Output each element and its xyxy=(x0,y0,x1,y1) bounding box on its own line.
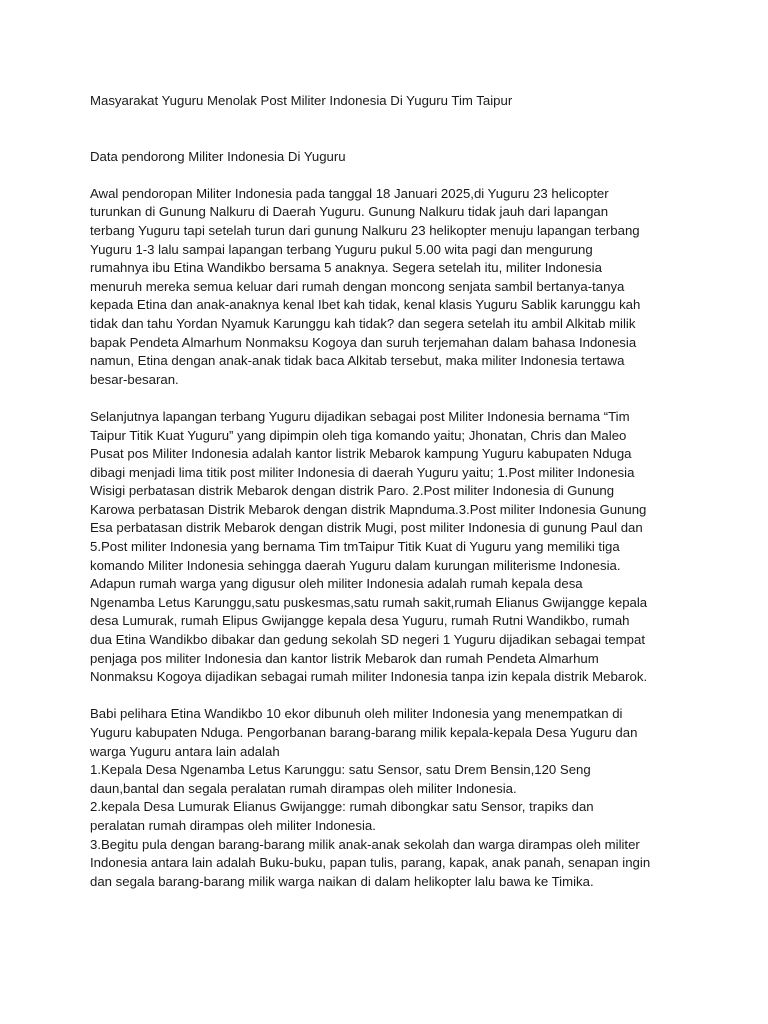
text-line: kepada Etina dan anak-anaknya kenal Ibet kah tidak, kenal klasis Yuguru Sablik karunggu kah xyxy=(90,297,641,313)
text-line: Awal pendoropan Militer Indonesia pada tanggal 18 Januari 2025,di Yuguru 23 helicopter xyxy=(90,185,609,201)
text-line: Indonesia antara lain adalah Buku-buku, papan tulis, parang, kapak, anak panah, senapan ingin xyxy=(90,855,651,871)
section-heading: Data pendorong Militer Indonesia Di Yuguru xyxy=(90,148,346,164)
text-line: besar-besaran. xyxy=(90,371,179,387)
text-line: 5.Post militer Indonesia yang bernama Tim tmTaipur Titik Kuat di Yuguru yang memiliki tiga xyxy=(90,539,620,555)
text-line: peralatan rumah dirampas oleh militer Indonesia. xyxy=(90,817,376,833)
text-line: daun,bantal dan segala peralatan rumah dirampas oleh militer Indonesia. xyxy=(90,780,517,796)
text-line: terbang Yuguru tapi setelah turun dari gunung Nalkuru 23 helikopter menuju lapangan terbang xyxy=(90,222,640,238)
text-line: Karowa perbatasan Distrik Mebarok dengan distrik Mapnduma.3.Post militer Indonesia Gunung xyxy=(90,501,647,517)
document-title: Masyarakat Yuguru Menolak Post Militer Indonesia Di Yuguru Tim Taipur xyxy=(90,93,513,108)
text-line: dua Etina Wandikbo dibakar dan gedung sekolah SD negeri 1 Yuguru dijadikan sebagai tempat xyxy=(90,632,645,648)
text-line: komando Militer Indonesia sehingga daerah Yuguru dalam kurungan militerisme Indonesia. xyxy=(90,557,621,573)
text-line: warga Yuguru antara lain adalah xyxy=(90,743,280,759)
paragraph-text xyxy=(90,705,680,891)
text-line: desa Lumurak, rumah Elipus Gwijangge kepala desa Yuguru, rumah Rutni Wandikbo, rumah xyxy=(90,613,630,629)
text-line: Selanjutnya lapangan terbang Yuguru dijadikan sebagai post Militer Indonesia bernama “Tim xyxy=(90,408,630,424)
text-line: namun, Etina dengan anak-anak tidak baca Alkitab tersebut, maka militer Indonesia tertawa xyxy=(90,353,625,369)
text-line: Nonmaksu Kogoya dijadikan sebagai rumah militer Indonesia tanpa izin kepala distrik Mebarok. xyxy=(90,669,648,685)
text-line: 3.Begitu pula dengan barang-barang milik anak-anak sekolah dan warga dirampas oleh militer xyxy=(90,836,640,852)
paragraph xyxy=(90,408,680,687)
text-line: Ngenamba Letus Karunggu,satu puskesmas,satu rumah sakit,rumah Elianus Gwijangge kepala xyxy=(90,594,648,610)
text-line: Yuguru kabupaten Nduga. Pengorbanan barang-barang milik kepala-kepala Desa Yuguru dan xyxy=(90,725,638,740)
text-line: dibagi menjadi lima titik post militer Indonesia di daerah Yuguru yaitu; 1.Post militer Indonesia xyxy=(90,464,635,480)
text-line: Taipur Titik Kuat Yuguru” yang dipimpin oleh tiga komando yaitu; Jhonatan, Chris dan Maleo xyxy=(90,427,627,443)
paragraph xyxy=(90,705,680,891)
text-line: menuruh mereka semua keluar dari rumah dengan moncong senjata sambil bertanya-tanya xyxy=(90,278,625,294)
text-line: dan segala barang-barang milik warga naikan di dalam helikopter lalu bawa ke Timika. xyxy=(90,873,594,889)
text-line: penjaga pos militer Indonesia dan kantor listrik Mebarok dan rumah Pendeta Almarhum xyxy=(90,650,599,666)
text-line: Adapun rumah warga yang digusur oleh militer Indonesia adalah rumah kepala desa xyxy=(90,576,583,592)
text-line: Pusat pos Militer Indonesia adalah kantor listrik Mebarok kampung Yuguru kabupaten Nduga xyxy=(90,446,632,462)
paragraph xyxy=(90,185,680,390)
text-line: bapak Pendeta Almarhum Nonmaksu Kogoya dan suruh terjemahan dalam bahasa Indonesia xyxy=(90,334,637,350)
text-line: 2.kepala Desa Lumurak Elianus Gwijangge: rumah dibongkar satu Sensor, trapiks dan xyxy=(90,799,594,815)
text-line: Yuguru 1-3 lalu sampai lapangan terbang Yuguru pukul 5.00 wita pagi dan mengurung xyxy=(90,241,593,257)
text-line: rumahnya ibu Etina Wandikbo bersama 5 anaknya. Segera setelah itu, militer Indonesia xyxy=(90,260,602,276)
text-line: 1.Kepala Desa Ngenamba Letus Karunggu: satu Sensor, satu Drem Bensin,120 Seng xyxy=(90,762,591,778)
text-line: Esa perbatasan distrik Mebarok dengan distrik Mugi, post militer Indonesia di gunung Paul dan xyxy=(90,520,643,536)
paragraph-text xyxy=(90,185,680,390)
text-line: Babi pelihara Etina Wandikbo 10 ekor dibunuh oleh militer Indonesia yang menempatkan di xyxy=(90,706,623,722)
text-line: turunkan di Gunung Nalkuru di Daerah Yuguru. Gunung Nalkuru tidak jauh dari lapangan xyxy=(90,204,609,220)
text-line: Wisigi perbatasan distrik Mebarok dengan distrik Paro. 2.Post militer Indonesia di Gunung xyxy=(90,483,615,499)
paragraph-text xyxy=(90,408,680,687)
document-page xyxy=(90,92,680,910)
document-body xyxy=(90,185,680,892)
text-line: tidak dan tahu Yordan Nyamuk Karunggu kah tidak? dan segera setelah itu ambil Alkitab milik xyxy=(90,315,636,331)
